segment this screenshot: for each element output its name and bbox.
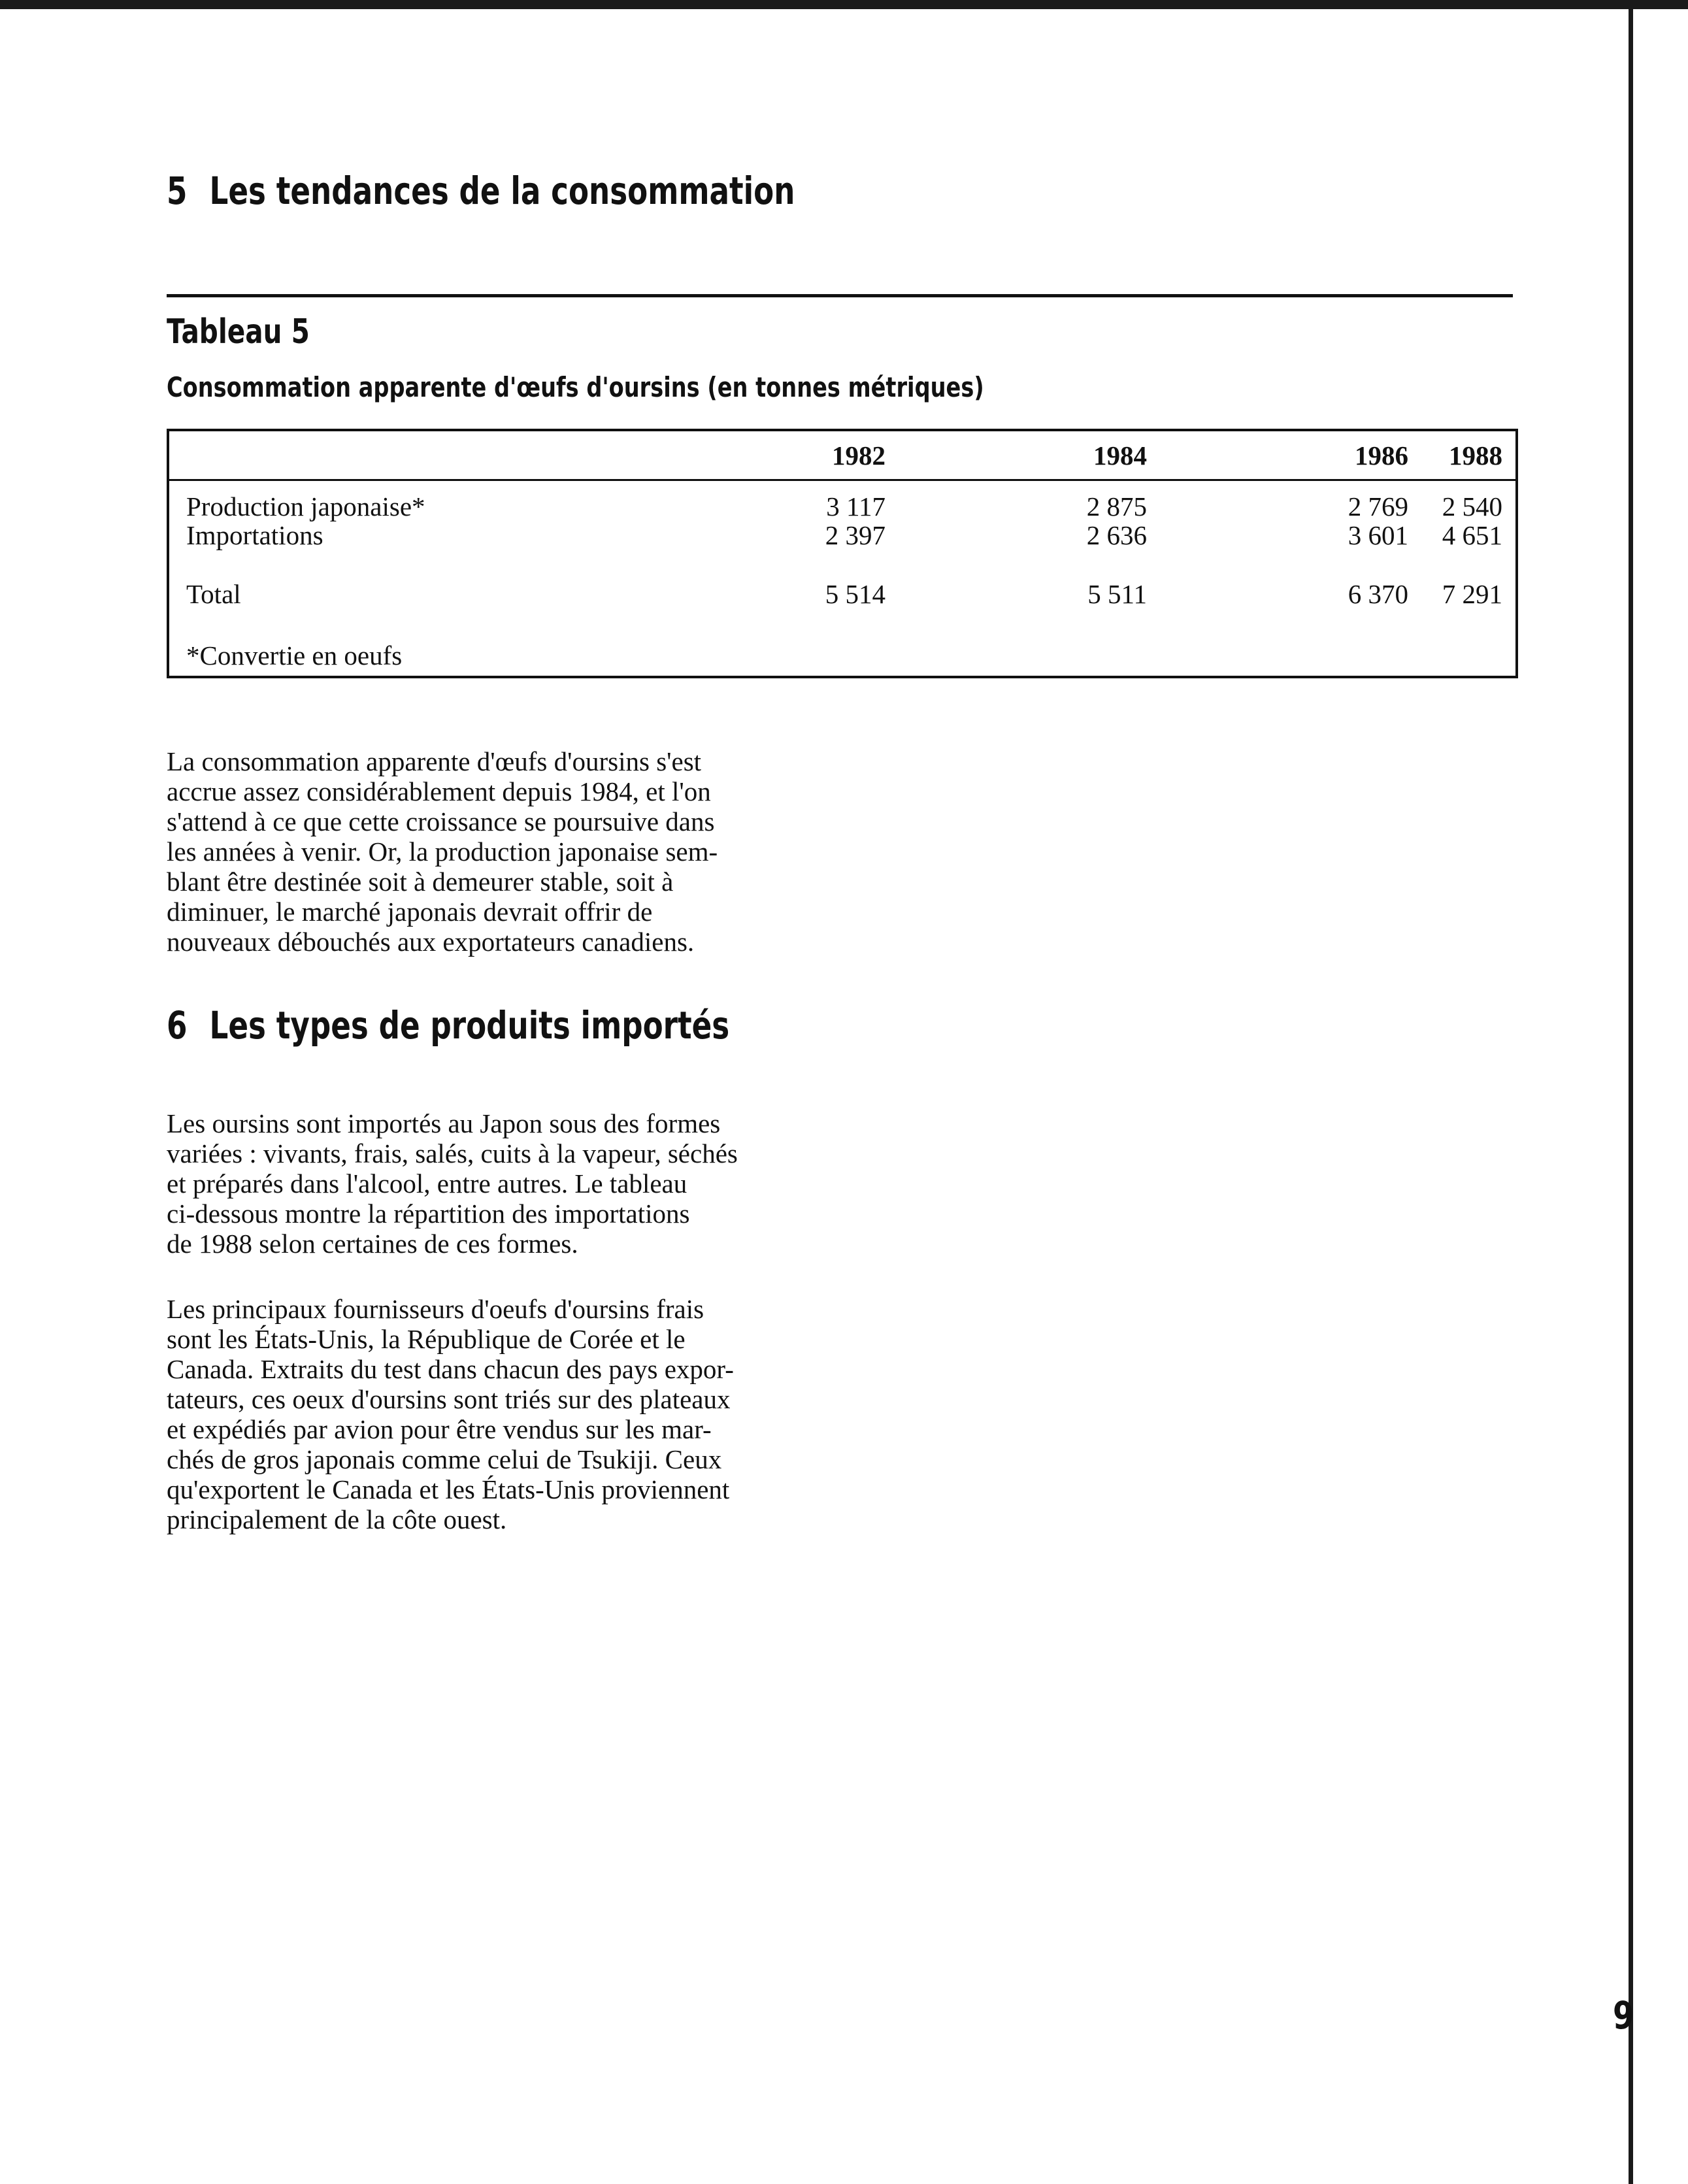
table-cell: 3 601 (1348, 520, 1408, 550)
row-label: Importations (186, 520, 323, 550)
table-header-divider (169, 479, 1515, 481)
body-paragraph (167, 746, 853, 957)
table-cell: 5 511 (1087, 579, 1147, 609)
table-cell: 2 636 (1086, 520, 1147, 550)
table-footnote: *Convertie en oeufs (186, 640, 403, 670)
table-caption: Consommation apparente d'œufs d'oursins (en tonnes métriques) (167, 371, 984, 403)
body-paragraph (167, 1108, 853, 1259)
text-line: accrue assez considérablement depuis 1984, et l'on (167, 776, 711, 806)
text-line: diminuer, le marché japonais devrait offrir de (167, 897, 653, 927)
text-line: variées : vivants, frais, salés, cuits à la vapeur, séchés (167, 1138, 738, 1168)
table-label: Tableau 5 (167, 312, 310, 352)
section-heading (167, 169, 795, 213)
table-cell: 5 514 (825, 579, 885, 609)
year-header: 1982 (832, 440, 885, 471)
text-line: La consommation apparente d'œufs d'oursins s'est (167, 746, 702, 776)
section-title: Les tendances de la consommation (209, 169, 795, 213)
table-cell: 2 769 (1348, 491, 1408, 521)
text-line: les années à venir. Or, la production japonaise sem- (167, 836, 718, 867)
scan-border-right (1629, 9, 1633, 2184)
table-cell: 2 875 (1086, 491, 1147, 521)
text-line: blant être destinée soit à demeurer stable, soit à (167, 867, 674, 897)
table-cell: 6 370 (1348, 579, 1408, 609)
text-line: et préparés dans l'alcool, entre autres. Le tableau (167, 1168, 687, 1199)
consumption-table (167, 429, 1518, 678)
text-line: qu'exportent le Canada et les États-Unis proviennent (167, 1474, 730, 1504)
section-heading (167, 1003, 729, 1048)
year-header: 1988 (1449, 440, 1502, 471)
text-line: nouveaux débouchés aux exportateurs canadiens. (167, 927, 695, 957)
scan-border-top (0, 0, 1688, 9)
table-cell: 2 540 (1442, 491, 1502, 521)
table-cell: 4 651 (1442, 520, 1502, 550)
year-header: 1986 (1355, 440, 1408, 471)
text-line: Canada. Extraits du test dans chacun des pays expor- (167, 1354, 734, 1384)
section-number: 5 (167, 169, 188, 213)
text-line: Les oursins sont importés au Japon sous des formes (167, 1108, 721, 1138)
text-line: s'attend à ce que cette croissance se poursuive dans (167, 806, 715, 836)
table-top-rule (167, 294, 1513, 297)
text-line: et expédiés par avion pour être vendus sur les mar- (167, 1414, 712, 1444)
text-line: ci-dessous montre la répartition des importations (167, 1199, 690, 1229)
text-line: principalement de la côte ouest. (167, 1504, 507, 1534)
year-header: 1984 (1093, 440, 1147, 471)
row-label: Production japonaise* (186, 491, 425, 521)
text-line: tateurs, ces oeux d'oursins sont triés sur des plateaux (167, 1384, 731, 1414)
text-line: de 1988 selon certaines de ces formes. (167, 1229, 578, 1259)
table-cell: 3 117 (826, 491, 885, 521)
row-label: Total (186, 579, 241, 609)
body-paragraph (167, 1294, 853, 1534)
section-title: Les types de produits importés (209, 1003, 730, 1048)
page-number: 9 (1613, 1993, 1634, 2038)
table-cell: 2 397 (825, 520, 885, 550)
text-line: sont les États-Unis, la République de Corée et le (167, 1324, 686, 1354)
text-line: chés de gros japonais comme celui de Tsukiji. Ceux (167, 1444, 722, 1474)
table-cell: 7 291 (1442, 579, 1502, 609)
text-line: Les principaux fournisseurs d'oeufs d'oursins frais (167, 1294, 704, 1324)
section-number: 6 (167, 1003, 188, 1048)
